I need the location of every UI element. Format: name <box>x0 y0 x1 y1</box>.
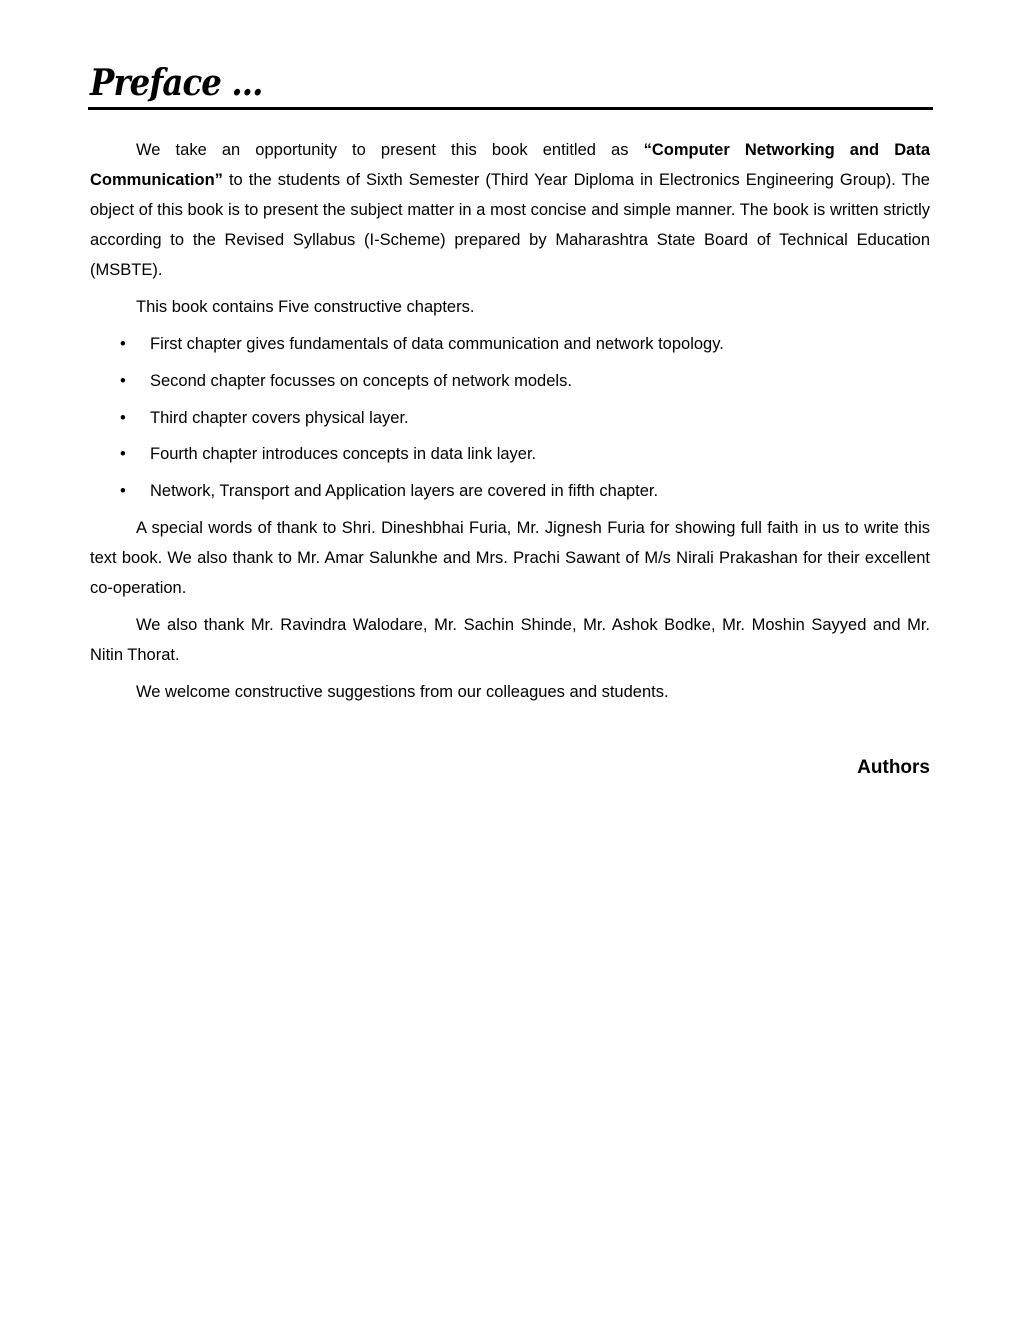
chapter-text: Fourth chapter introduces concepts in data link layer. <box>150 445 537 464</box>
chapter-text: Third chapter covers physical layer. <box>150 408 409 427</box>
chapter-list <box>90 330 930 514</box>
intro-paragraph <box>90 135 930 285</box>
bullet-icon: • <box>120 408 126 427</box>
title-underline <box>88 107 933 110</box>
authors-signature: Authors <box>857 757 930 778</box>
list-item <box>90 367 930 404</box>
chapter-text: Network, Transport and Application layers are covered in fifth chapter. <box>150 482 659 501</box>
list-item <box>90 477 930 514</box>
thanks-paragraph-2: We also thank Mr. Ravindra Walodare, Mr. Sachin Shinde, Mr. Ashok Bodke, Mr. Moshin Sayyed and Mr. Nitin Thorat. <box>90 616 930 664</box>
bullet-icon: • <box>120 371 126 390</box>
intro-lead: We take an opportunity to present this book entitled as <box>136 141 644 159</box>
list-item <box>90 404 930 441</box>
chapter-text: First chapter gives fundamentals of data communication and network topology. <box>150 335 724 353</box>
bullet-icon: • <box>120 482 126 501</box>
contents-intro: This book contains Five constructive chapters. <box>136 298 475 316</box>
chapter-text: Second chapter focusses on concepts of network models. <box>150 371 572 390</box>
bullet-icon: • <box>120 335 126 353</box>
list-item <box>90 440 930 477</box>
bullet-icon: • <box>120 445 126 464</box>
book-title: “Computer Networking and Data Communication” <box>90 141 930 189</box>
intro-rest: to the students of Sixth Semester (Third Year Diploma in Electronics Engineering Group). The object of this book is to present the subject matter in a most concise and simple manner. The book is written strictly according to the Revised Syllabus (I-Scheme) prepared by Maharashtra State Board of Technical Education (MSBTE). <box>90 171 930 279</box>
list-item <box>90 330 930 367</box>
closing-paragraph: We welcome constructive suggestions from our colleagues and students. <box>136 683 669 701</box>
thanks-paragraph-1: A special words of thank to Shri. Dineshbhai Furia, Mr. Jignesh Furia for showing full faith in us to write this text book. We also thank to Mr. Amar Salunkhe and Mrs. Prachi Sawant of M/s Nirali Prakashan for their excellent co-operation. <box>90 519 930 597</box>
page-title: Preface ... <box>90 62 263 104</box>
